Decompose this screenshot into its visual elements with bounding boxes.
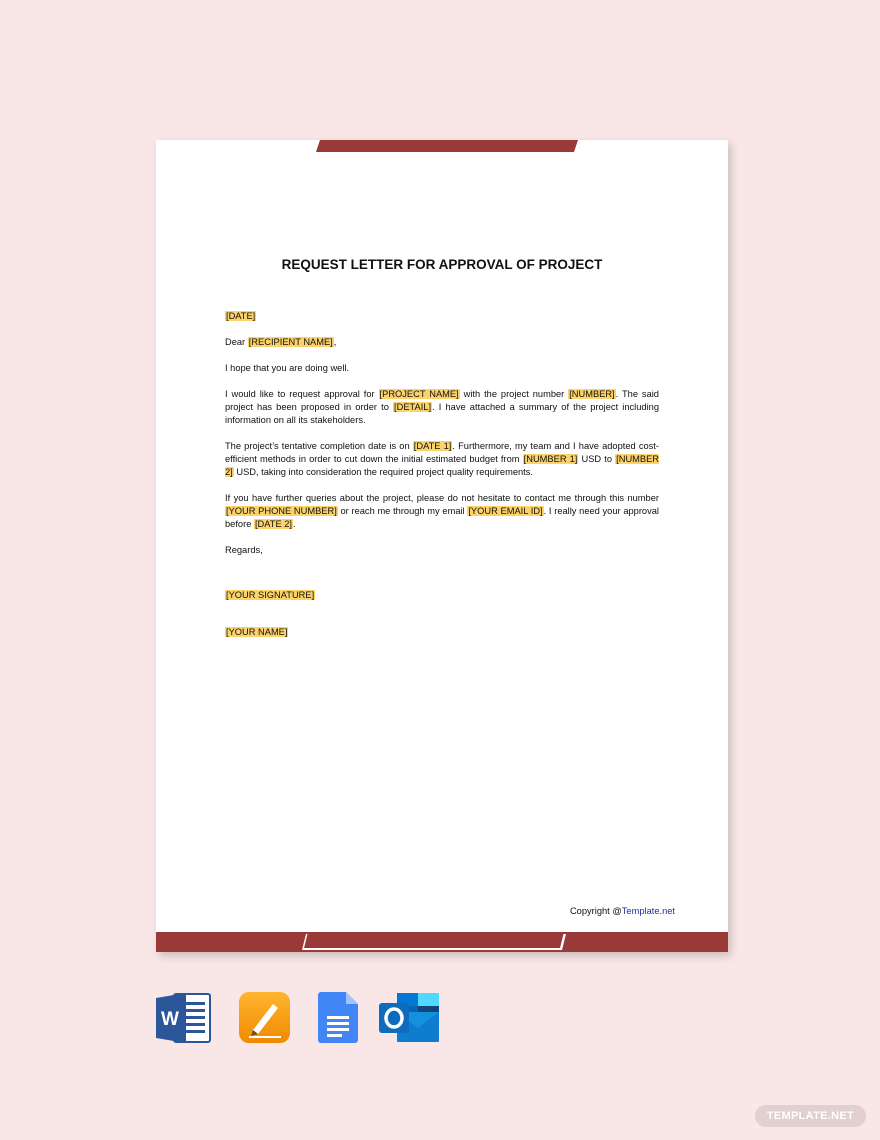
date-placeholder: [DATE] xyxy=(226,311,256,321)
date1-placeholder: [DATE 1] xyxy=(413,441,452,451)
detail-placeholder: [DETAIL] xyxy=(394,402,432,412)
number1-placeholder: [NUMBER 1] xyxy=(523,454,578,464)
paragraph-contact: If you have further queries about the project, please do not hesitate to contact me through this number [YOUR PHONE NUMBER] or reach me through my email [YOUR EMAIL ID]. I really need your approval before [DATE 2]. xyxy=(225,493,659,529)
number-placeholder: [NUMBER] xyxy=(569,389,615,399)
signature-placeholder: [YOUR SIGNATURE] xyxy=(226,590,315,600)
phone-placeholder: [YOUR PHONE NUMBER] xyxy=(226,506,337,516)
closing: Regards, xyxy=(225,545,263,555)
watermark-badge: TEMPLATE.NET xyxy=(755,1105,866,1127)
project-name-placeholder: [PROJECT NAME] xyxy=(379,389,459,399)
date2-placeholder: [DATE 2] xyxy=(254,519,292,529)
recipient-placeholder: [RECIPIENT NAME] xyxy=(248,337,333,347)
copyright-brand-link[interactable]: Template.net xyxy=(621,906,675,916)
bottom-band-inner xyxy=(304,932,564,948)
outlook-icon[interactable] xyxy=(379,992,439,1044)
paragraph-greeting: I hope that you are doing well. xyxy=(225,363,350,373)
copyright-notice: Copyright @Template.net xyxy=(569,906,675,916)
signature-line xyxy=(225,589,659,602)
paragraph-completion: The project’s tentative completion date is on [DATE 1]. Furthermore, my team and I have adopted cost-efficient methods in order to cut down the initial estimated budget from [NUMBER 1] USD to [NUMBER 2] USD, taking into consideration the required project quality requirements. xyxy=(225,441,660,477)
email-placeholder: [YOUR EMAIL ID] xyxy=(468,506,543,516)
letter-page xyxy=(156,140,728,952)
name-line xyxy=(225,626,659,639)
pages-icon[interactable] xyxy=(239,992,299,1044)
date-line xyxy=(225,310,659,323)
svg-text:W: W xyxy=(161,1009,179,1030)
name-placeholder: [YOUR NAME] xyxy=(226,627,288,637)
letter-title: REQUEST LETTER FOR APPROVAL OF PROJECT xyxy=(281,257,603,272)
number2-placeholder: [NUMBER 2] xyxy=(225,454,660,477)
salutation: Dear [RECIPIENT NAME], xyxy=(225,337,337,347)
letter-body xyxy=(225,310,659,652)
google-docs-icon[interactable] xyxy=(318,992,378,1044)
paragraph-request: I would like to request approval for [PROJECT NAME] with the project number [NUMBER]. The said project has been proposed in order to [DETAIL]. I have attached a summary of the project including information on all its stakeholders. xyxy=(225,389,659,425)
word-icon[interactable] xyxy=(156,992,216,1044)
top-accent-band xyxy=(316,140,578,152)
